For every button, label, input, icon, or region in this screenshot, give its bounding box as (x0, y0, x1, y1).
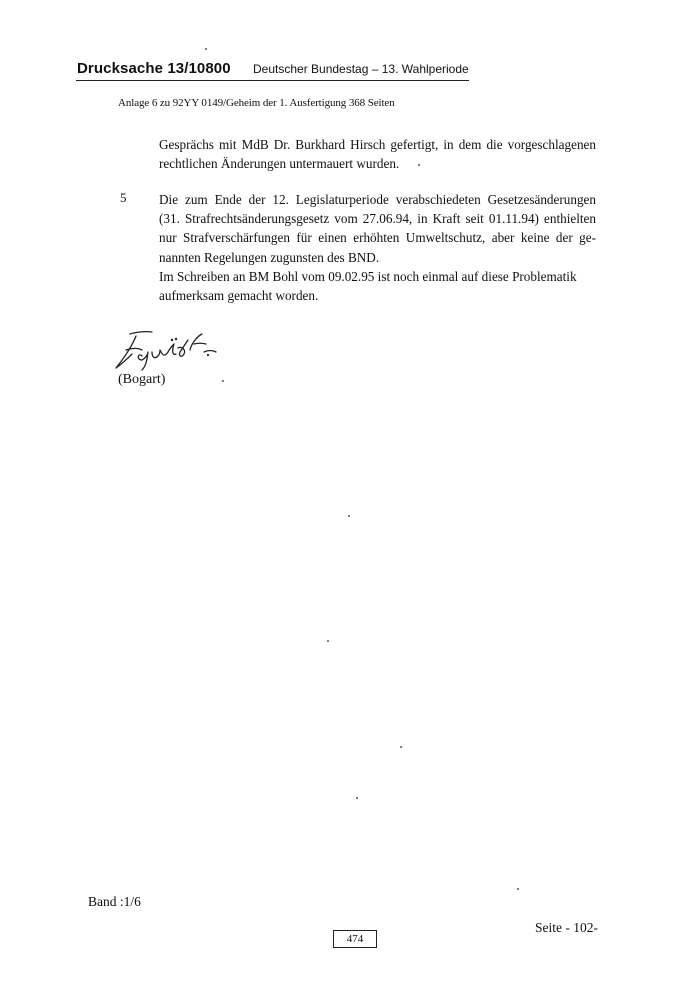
annex-reference: Anlage 6 zu 92YY 0149/Geheim der 1. Ausfertigung 368 Seiten (118, 97, 395, 109)
paragraph-continuation (159, 135, 596, 173)
scan-speck (400, 746, 402, 748)
scan-speck (348, 515, 350, 517)
document-number: Drucksache 13/10800 (77, 60, 231, 77)
paragraph-5 (159, 190, 596, 305)
header-divider (76, 80, 469, 81)
text-line: nannten Regelungen zugunsten des BND. (159, 249, 380, 265)
text-line: Im Schreiben an BM Bohl vom 09.02.95 ist noch einmal auf diese Problematik (159, 268, 577, 284)
text-line: nur Strafverschärfungen für einen erhöhten Umweltschutz, aber keine der ge- (159, 230, 596, 246)
text-line: Gesprächs mit MdB Dr. Burkhard Hirsch gefertigt, in dem die vorgeschlagenen (159, 137, 596, 152)
scan-speck (222, 380, 224, 382)
scan-speck (327, 640, 329, 642)
scan-speck (205, 48, 207, 50)
scan-speck (356, 797, 358, 799)
page-number-box: 474 (333, 930, 377, 948)
handwritten-signature (112, 328, 222, 372)
text-line: (31. Strafrechtsänderungsgesetz vom 27.06.94, in Kraft seit 01.11.94) enthielten (159, 211, 596, 227)
volume-label: Band :1/6 (88, 894, 141, 909)
scan-speck (517, 888, 519, 890)
document-subtitle: Deutscher Bundestag – 13. Wahlperiode (253, 62, 469, 76)
scan-speck (418, 164, 420, 166)
text-line: rechtlichen Änderungen untermauert wurden. (159, 156, 400, 172)
text-line: aufmerksam gemacht worden. (159, 288, 319, 304)
paragraph-number: 5 (120, 190, 127, 205)
signatory-name: (Bogart) (118, 372, 166, 387)
text-line: Die zum Ende der 12. Legislaturperiode verabschiedeten Gesetzesänderungen (159, 192, 596, 207)
page-label: Seite - 102- (535, 920, 598, 935)
